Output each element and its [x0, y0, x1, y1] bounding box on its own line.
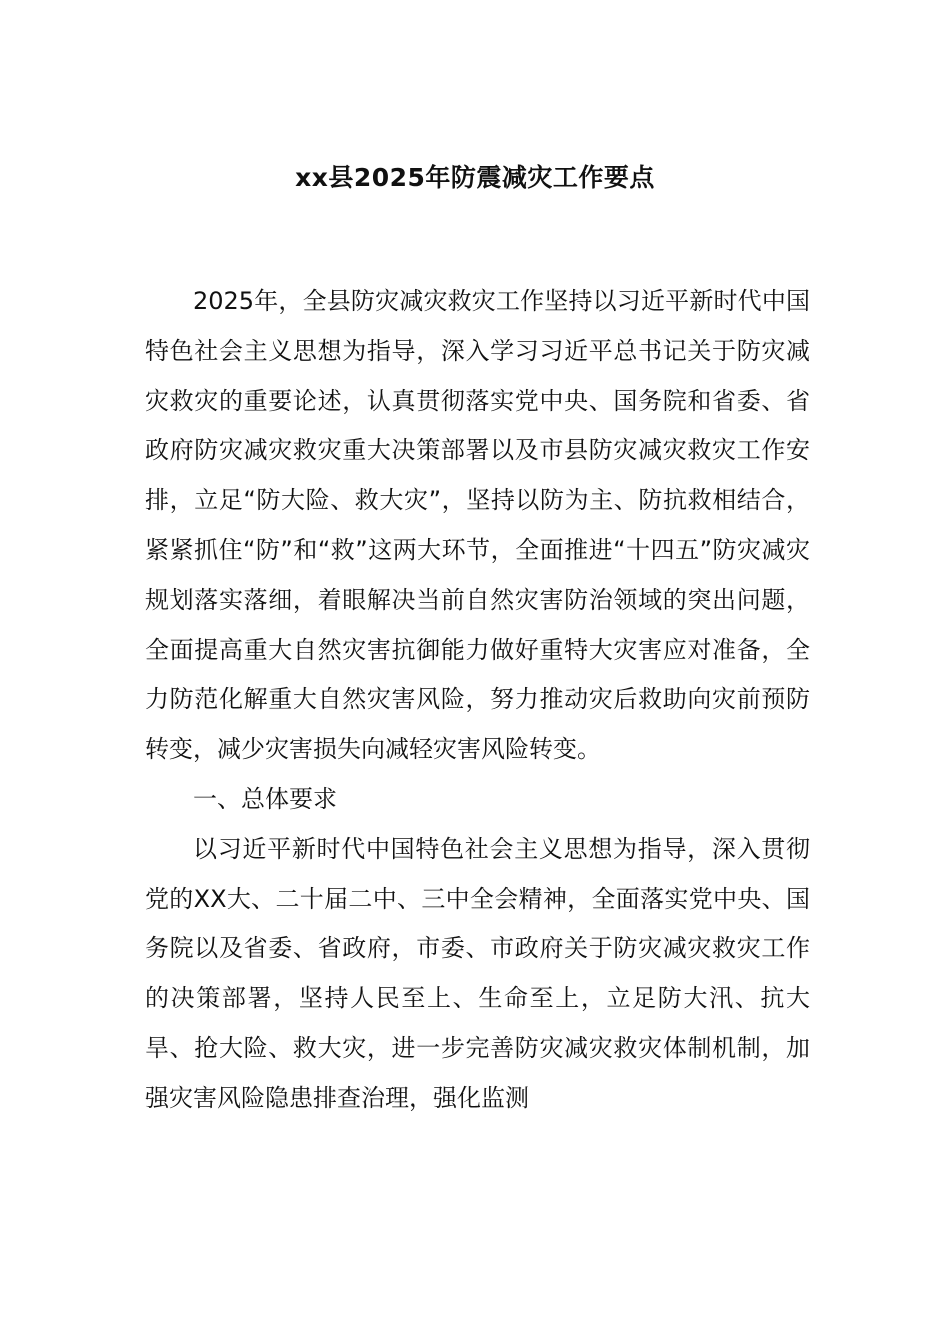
document-title: xx县2025年防震减灾工作要点 — [295, 163, 655, 192]
section-heading: 一、总体要求 — [193, 784, 337, 813]
intro-paragraph: 2025年，全县防灾减灾救灾工作坚持以习近平新时代中国特色社会主义思想为指导，深入学习习近平总书记关于防灾减灾救灾的重要论述，认真贯彻落实党中央、国务院和省委、省政府防灾减灾救灾重大决策部署以及市县防灾减灾救灾工作安排，立足“防大险、救大灾”，坚持以防为主、防抗救相结合，紧紧抓住“防”和“救”这两大环节，全面推进“十四五”防灾减灾规划落实落细，着眼解决当前自然灾害防治领域的突出问题，全面提高重大自然灾害抗御能力做好重特大灾害应对准备，全力防范化解重大自然灾害风险，努力推动灾后救助向灾前预防转变，减少灾害损失向减轻灾害风险转变。 — [145, 287, 810, 764]
section-paragraph: 以习近平新时代中国特色社会主义思想为指导，深入贯彻党的XX大、二十届二中、三中全会精神，全面落实党中央、国务院以及省委、省政府，市委、市政府关于防灾减灾救灾工作的决策部署，坚持人民至上、生命至上，立足防大汛、抗大旱、抢大险、救大灾，进一步完善防灾减灾救灾体制机制，加强灾害风险隐患排查治理，强化监测 — [145, 834, 810, 1112]
document-body — [145, 277, 810, 1124]
